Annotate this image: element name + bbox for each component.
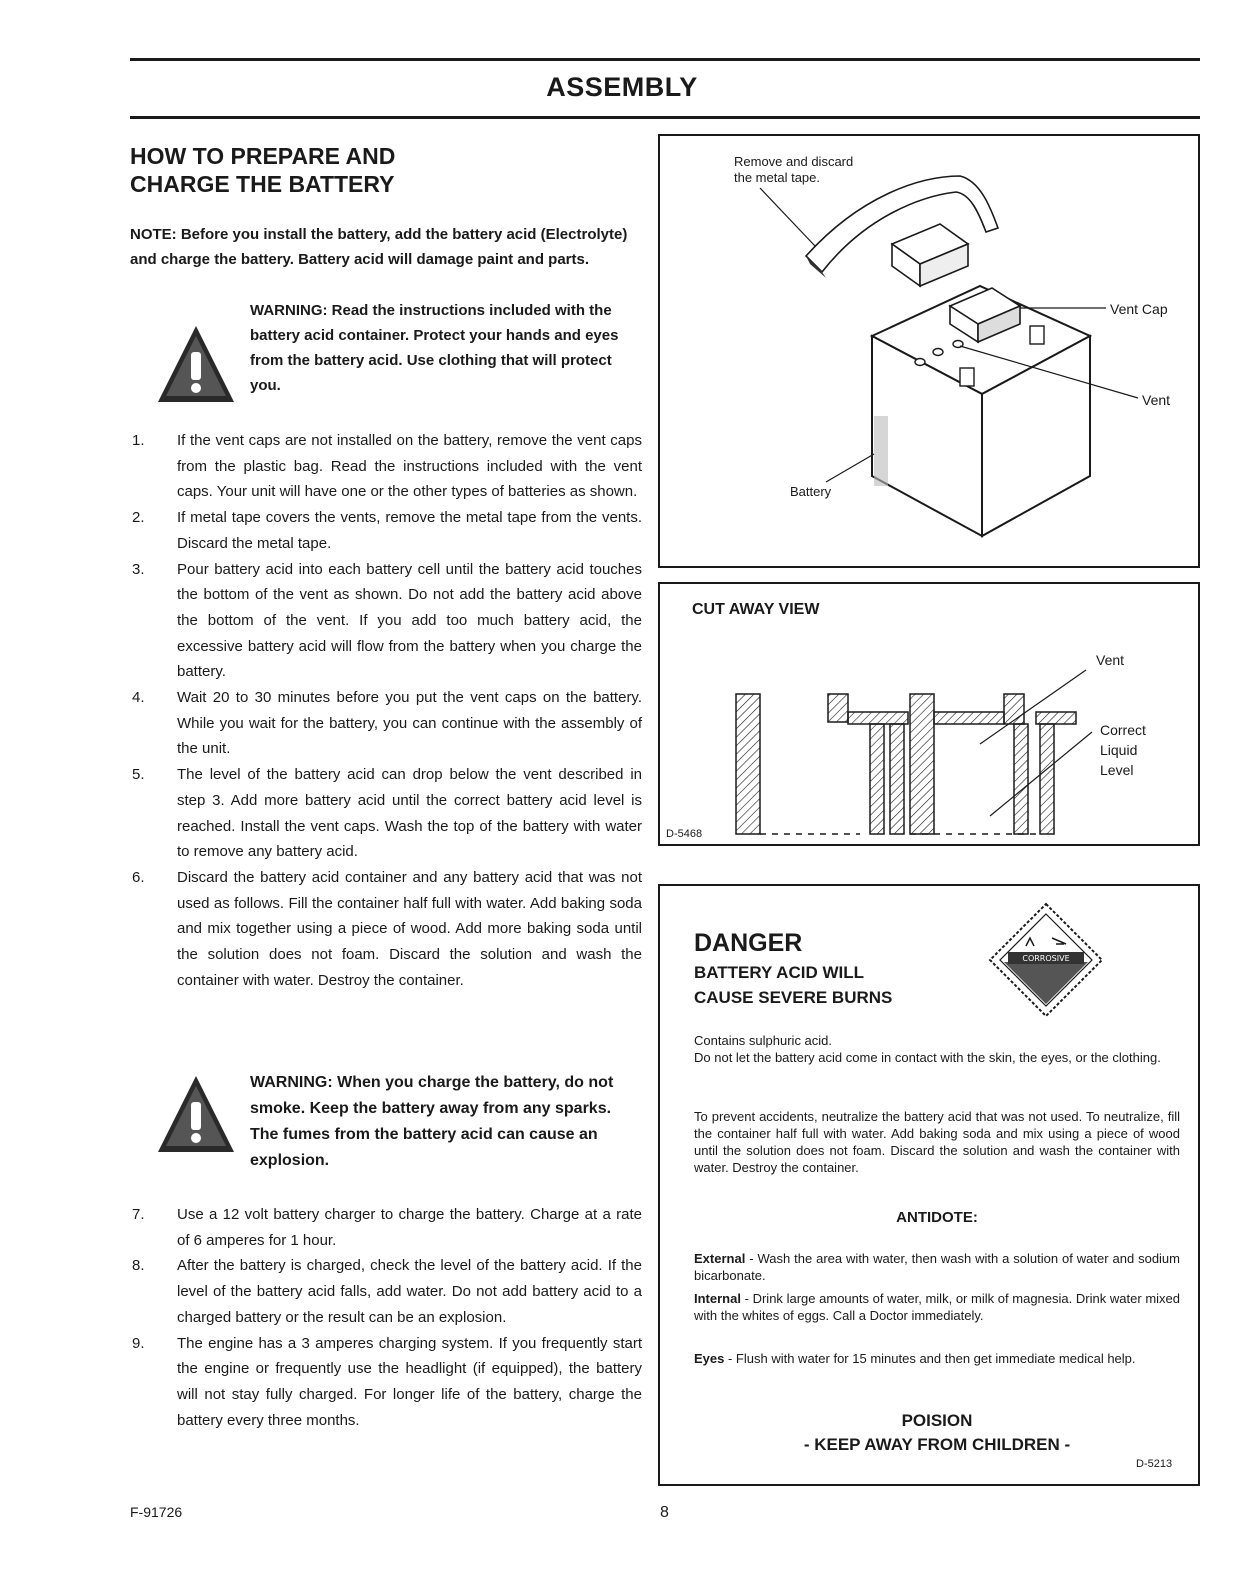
danger-contains: Contains sulphuric acid. bbox=[694, 1033, 833, 1048]
cutaway-code: D-5468 bbox=[666, 828, 703, 840]
antidote-eyes: Eyes - Flush with water for 15 minutes and then get immediate medical help. bbox=[694, 1351, 1136, 1366]
list-item: 2. If metal tape covers the vents, remove the metal tape from the vents. Discard the metal tape. bbox=[132, 509, 642, 552]
list-item: 4. Wait 20 to 30 minutes before you put the vent caps on the battery. While you wait for the battery, you can continue with the assembly of the unit. bbox=[132, 689, 642, 758]
steps-list-a bbox=[130, 428, 642, 993]
label-remove-tape: Remove and discard the metal tape. bbox=[734, 154, 854, 185]
danger-heading: DANGER bbox=[694, 929, 803, 957]
section-title-line2: CHARGE THE BATTERY bbox=[130, 171, 395, 197]
warning-block-1 bbox=[130, 298, 642, 418]
danger-prevent: To prevent accidents, neutralize the battery acid that was not used. To neutralize, fill the container half full with water. Add baking soda and mix using a piece of wood until the solution does not foam. Discard the solution and wash the container with water. Destroy the container. bbox=[694, 1109, 1180, 1175]
list-item: 8. After the battery is charged, check the level of the battery acid. If the level of the battery acid falls, add water. Do not add battery acid to a charged battery or the result can be an explosion. bbox=[132, 1257, 642, 1326]
warning-text-2: WARNING: When you charge the battery, do not smoke. Keep the battery away from any sparks. The fumes from the battery acid can cause an explosion. bbox=[250, 1074, 614, 1169]
list-item: 3. Pour battery acid into each battery cell until the battery acid touches the bottom of the vent as shown. Do not add the battery acid above the bottom of the vent. If you add too much battery acid, the excessive battery acid will flow from the battery when you charge the battery. bbox=[132, 560, 642, 681]
label-vent: Vent bbox=[1142, 392, 1171, 408]
list-item: 9. The engine has a 3 amperes charging system. If you frequently start the engine or frequently use the headlight (if equipped), the battery will not stay fully charged. For longer life of the battery, charge the battery every three months. bbox=[132, 1334, 642, 1429]
list-item: 6. Discard the battery acid container and any battery acid that was not used as follows. Fill the container half full with water. Add baking soda and mix together using a piece of wood. Add more baking soda until the solution does not foam. Discard the solution and wash the container with water. Destroy the container. bbox=[132, 868, 642, 989]
label-battery: Battery bbox=[790, 484, 832, 499]
poison-subtitle: - KEEP AWAY FROM CHILDREN - bbox=[803, 1435, 1071, 1454]
warning-text-1: WARNING: Read the instructions included with the battery acid container. Protect your hands and eyes from the battery acid. Use clothing that will protect you. bbox=[250, 302, 619, 394]
label-cutaway-vent: Vent bbox=[1096, 652, 1125, 668]
cutaway-illustration bbox=[660, 584, 1198, 844]
cutaway-figure bbox=[658, 582, 1200, 846]
danger-code: D-5213 bbox=[1136, 1458, 1173, 1470]
doc-number: F-91726 bbox=[130, 1504, 183, 1520]
label-correct-liquid-level: Correct Liquid Level bbox=[1100, 722, 1146, 778]
page-number: 8 bbox=[660, 1504, 669, 1521]
top-rule bbox=[130, 58, 1200, 61]
battery-illustration bbox=[660, 136, 1198, 566]
steps-list-b bbox=[130, 1202, 642, 1433]
danger-panel bbox=[658, 884, 1200, 1486]
list-item: 1. If the vent caps are not installed on the battery, remove the vent caps from the plastic bag. Read the instructions included with the vent caps. Your unit will have one or the other types of batteries as shown. bbox=[132, 432, 642, 501]
section-title bbox=[130, 142, 642, 198]
cutaway-title: CUT AWAY VIEW bbox=[692, 601, 820, 618]
warning-triangle-icon bbox=[154, 1072, 238, 1156]
danger-contact: Do not let the battery acid come in contact with the skin, the eyes, or the clothing. bbox=[694, 1050, 1161, 1065]
antidote-external: External - Wash the area with water, then wash with a solution of water and sodium bicarbonate. bbox=[694, 1251, 1180, 1283]
warning-triangle-icon bbox=[154, 322, 238, 406]
list-item: 5. The level of the battery acid can drop below the vent described in step 3. Add more battery acid until the correct battery acid level is reached. Install the vent caps. Wash the top of the battery with water to remove any battery acid. bbox=[132, 766, 642, 861]
title-rule bbox=[130, 116, 1200, 119]
battery-figure bbox=[658, 134, 1200, 568]
antidote-internal: Internal - Drink large amounts of water, milk, or milk of magnesia. Drink water mixed with the whites of eggs. Call a Doctor immediately. bbox=[694, 1291, 1180, 1323]
antidote-title: ANTIDOTE: bbox=[896, 1209, 978, 1226]
section-title-line1: HOW TO PREPARE AND bbox=[130, 143, 396, 169]
note-text: NOTE: Before you install the battery, add the battery acid (Electrolyte) and charge the battery. Battery acid will damage paint and parts. bbox=[130, 226, 628, 268]
corrosive-symbol-icon bbox=[986, 900, 1106, 1020]
corrosive-label: CORROSIVE bbox=[1022, 954, 1070, 963]
label-vent-cap: Vent Cap bbox=[1110, 301, 1168, 317]
list-item: 7. Use a 12 volt battery charger to charge the battery. Charge at a rate of 6 amperes for 1 hour. bbox=[132, 1206, 642, 1249]
danger-subheading: BATTERY ACID WILL CAUSE SEVERE BURNS bbox=[694, 963, 893, 1007]
warning-block-2 bbox=[130, 1070, 642, 1180]
poison-title: POISION bbox=[901, 1411, 973, 1430]
page-title: ASSEMBLY bbox=[546, 72, 698, 102]
